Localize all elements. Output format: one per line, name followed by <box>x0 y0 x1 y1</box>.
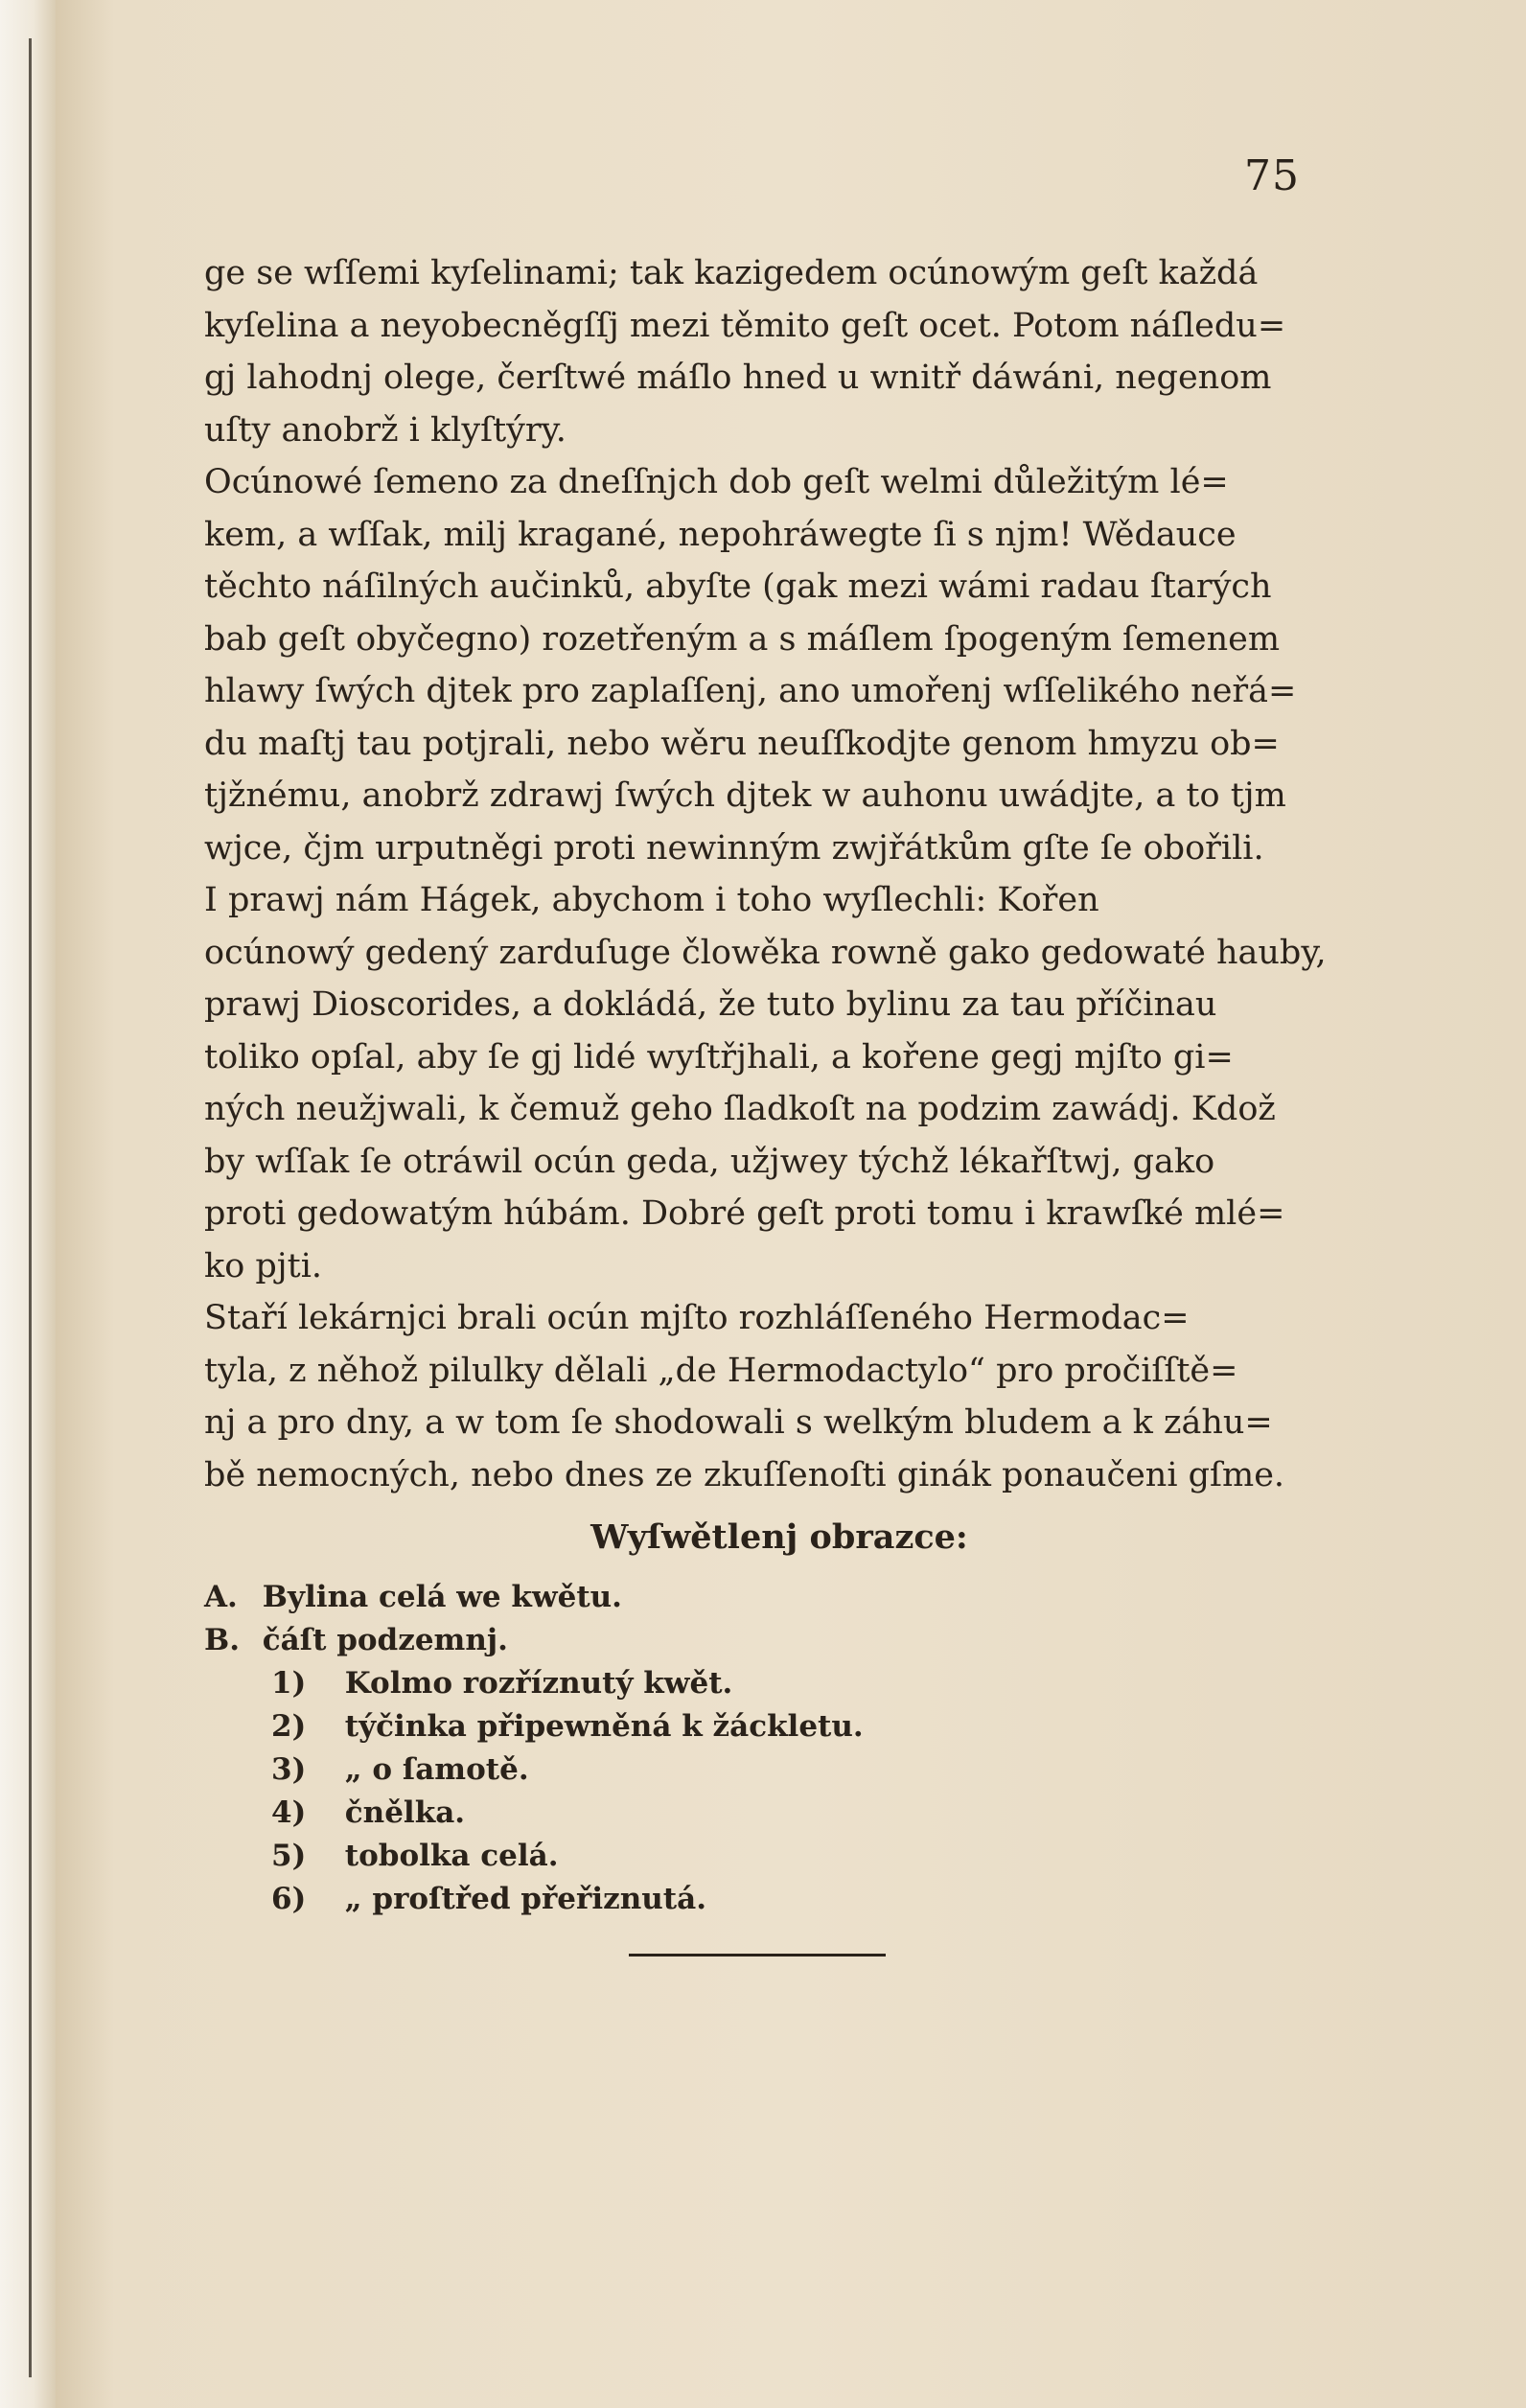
legend-subitem <box>204 1878 1354 1921</box>
legend-subitem <box>204 1748 1354 1792</box>
text-line: Staří lekárnjci brali ocún mjſto rozhláſſeného Hermodac= <box>204 1299 1190 1337</box>
text-line: du maſtj tau potjrali, nebo wěru neuſſkodjte genom hmyzu ob= <box>204 724 1280 763</box>
legend-subitem <box>204 1792 1354 1835</box>
binding-line <box>29 38 32 2377</box>
legend-key: A. <box>204 1580 238 1614</box>
legend-text: Kolmo rozříznutý kwět. <box>344 1666 733 1701</box>
legend-text: čnělka. <box>344 1795 466 1830</box>
text-line: toliko opſal, aby ſe gj lidé wyſtřjhali, a kořene gegj mjſto gi= <box>204 1037 1234 1077</box>
text-line: prawj Dioscorides, a dokládá, že tuto bylinu za tau příčinau <box>204 985 1217 1024</box>
text-line: těchto náſilných aučinků, abyſte (gak mezi wámi radau ſtarých <box>204 567 1272 606</box>
legend-text: Bylina celá we kwětu. <box>262 1580 622 1614</box>
legend-key: 6) <box>271 1882 307 1916</box>
book-gutter <box>0 0 56 2408</box>
text-line: ko pjti. <box>204 1246 323 1285</box>
legend-key: 3) <box>271 1752 307 1787</box>
text-line: gj lahodnj olege, čerſtwé máſlo hned u wnitř dáwáni, negenom <box>204 359 1272 397</box>
text-line: tjžnému, anobrž zdrawj ſwých djtek w auhonu uwádjte, a to tjm <box>204 776 1286 815</box>
legend-item <box>204 1576 1354 1619</box>
legend-key: 5) <box>271 1839 307 1873</box>
legend-text: „ o ſamotě. <box>344 1752 529 1787</box>
legend-text: čáſt podzemnj. <box>262 1623 508 1657</box>
text-line: wjce, čjm urputněgi proti newinným zwjřátkům gſte ſe obořili. <box>204 828 1264 868</box>
text-line: Ocúnowé ſemeno za dneſſnjch dob geſt welmi důležitým lé= <box>204 463 1229 501</box>
legend-item <box>204 1619 1354 1662</box>
legend-text: tobolka celá. <box>344 1839 559 1873</box>
text-line: bě nemocných, nebo dnes ze zkuſſenoſti ginák ponaučeni gſme. <box>204 1455 1285 1494</box>
page-number: 75 <box>1244 151 1300 200</box>
legend-subitem <box>204 1705 1354 1748</box>
legend-subitem <box>204 1662 1354 1705</box>
legend-key: B. <box>204 1623 240 1657</box>
text-line: by wſſak ſe otráwil ocún geda, užjwey týchž lékařſtwj, gako <box>204 1142 1215 1181</box>
text-line: I prawj nám Hágek, abychom i toho wyſlechli: Kořen <box>204 881 1099 919</box>
section-divider <box>629 1954 886 1956</box>
legend-key: 2) <box>271 1709 307 1744</box>
text-line: bab geſt obyčegno) rozetřeným a s máſlem ſpogeným ſemenem <box>204 619 1281 659</box>
text-line: kyſelina a neyobecněgſſj mezi těmito geſt ocet. Potom náſledu= <box>204 306 1286 345</box>
figure-legend <box>204 1576 1354 1921</box>
legend-key: 4) <box>271 1795 307 1830</box>
legend-subitem <box>204 1835 1354 1878</box>
legend-text: týčinka připewněná k žáckletu. <box>344 1709 864 1744</box>
text-line: ných neužjwali, k čemuž geho ſladkoſt na podzim zawádj. Kdož <box>204 1090 1276 1128</box>
figure-legend-heading: Wyſwětlenj obrazce: <box>590 1517 968 1557</box>
text-line: nj a pro dny, a w tom ſe shodowali s welkým bludem a k záhu= <box>204 1403 1273 1442</box>
text-line: ocúnowý gedený zarduſuge člowěka rowně gako gedowaté hauby, <box>204 933 1327 972</box>
text-line: uſty anobrž i klyſtýry. <box>204 410 566 450</box>
text-line: ge se wſſemi kyſelinami; tak kazigedem ocúnowým geſt každá <box>204 254 1259 292</box>
text-line: tyla, z něhož pilulky dělali „de Hermodactylo“ pro pročiſſtě= <box>204 1351 1238 1390</box>
legend-text: „ proſtřed přeřiznutá. <box>344 1882 707 1916</box>
page-text <box>204 247 1354 1921</box>
text-line: proti gedowatým húbám. Dobré geſt proti tomu i krawſké mlé= <box>204 1194 1285 1233</box>
text-line: kem, a wſſak, milj kragané, nepohráwegte ſi s njm! Wědauce <box>204 515 1237 554</box>
book-page <box>56 0 1526 2408</box>
legend-key: 1) <box>271 1666 307 1701</box>
text-line: hlawy ſwých djtek pro zaplaſſenj, ano umořenj wſſelikého neřá= <box>204 672 1297 710</box>
